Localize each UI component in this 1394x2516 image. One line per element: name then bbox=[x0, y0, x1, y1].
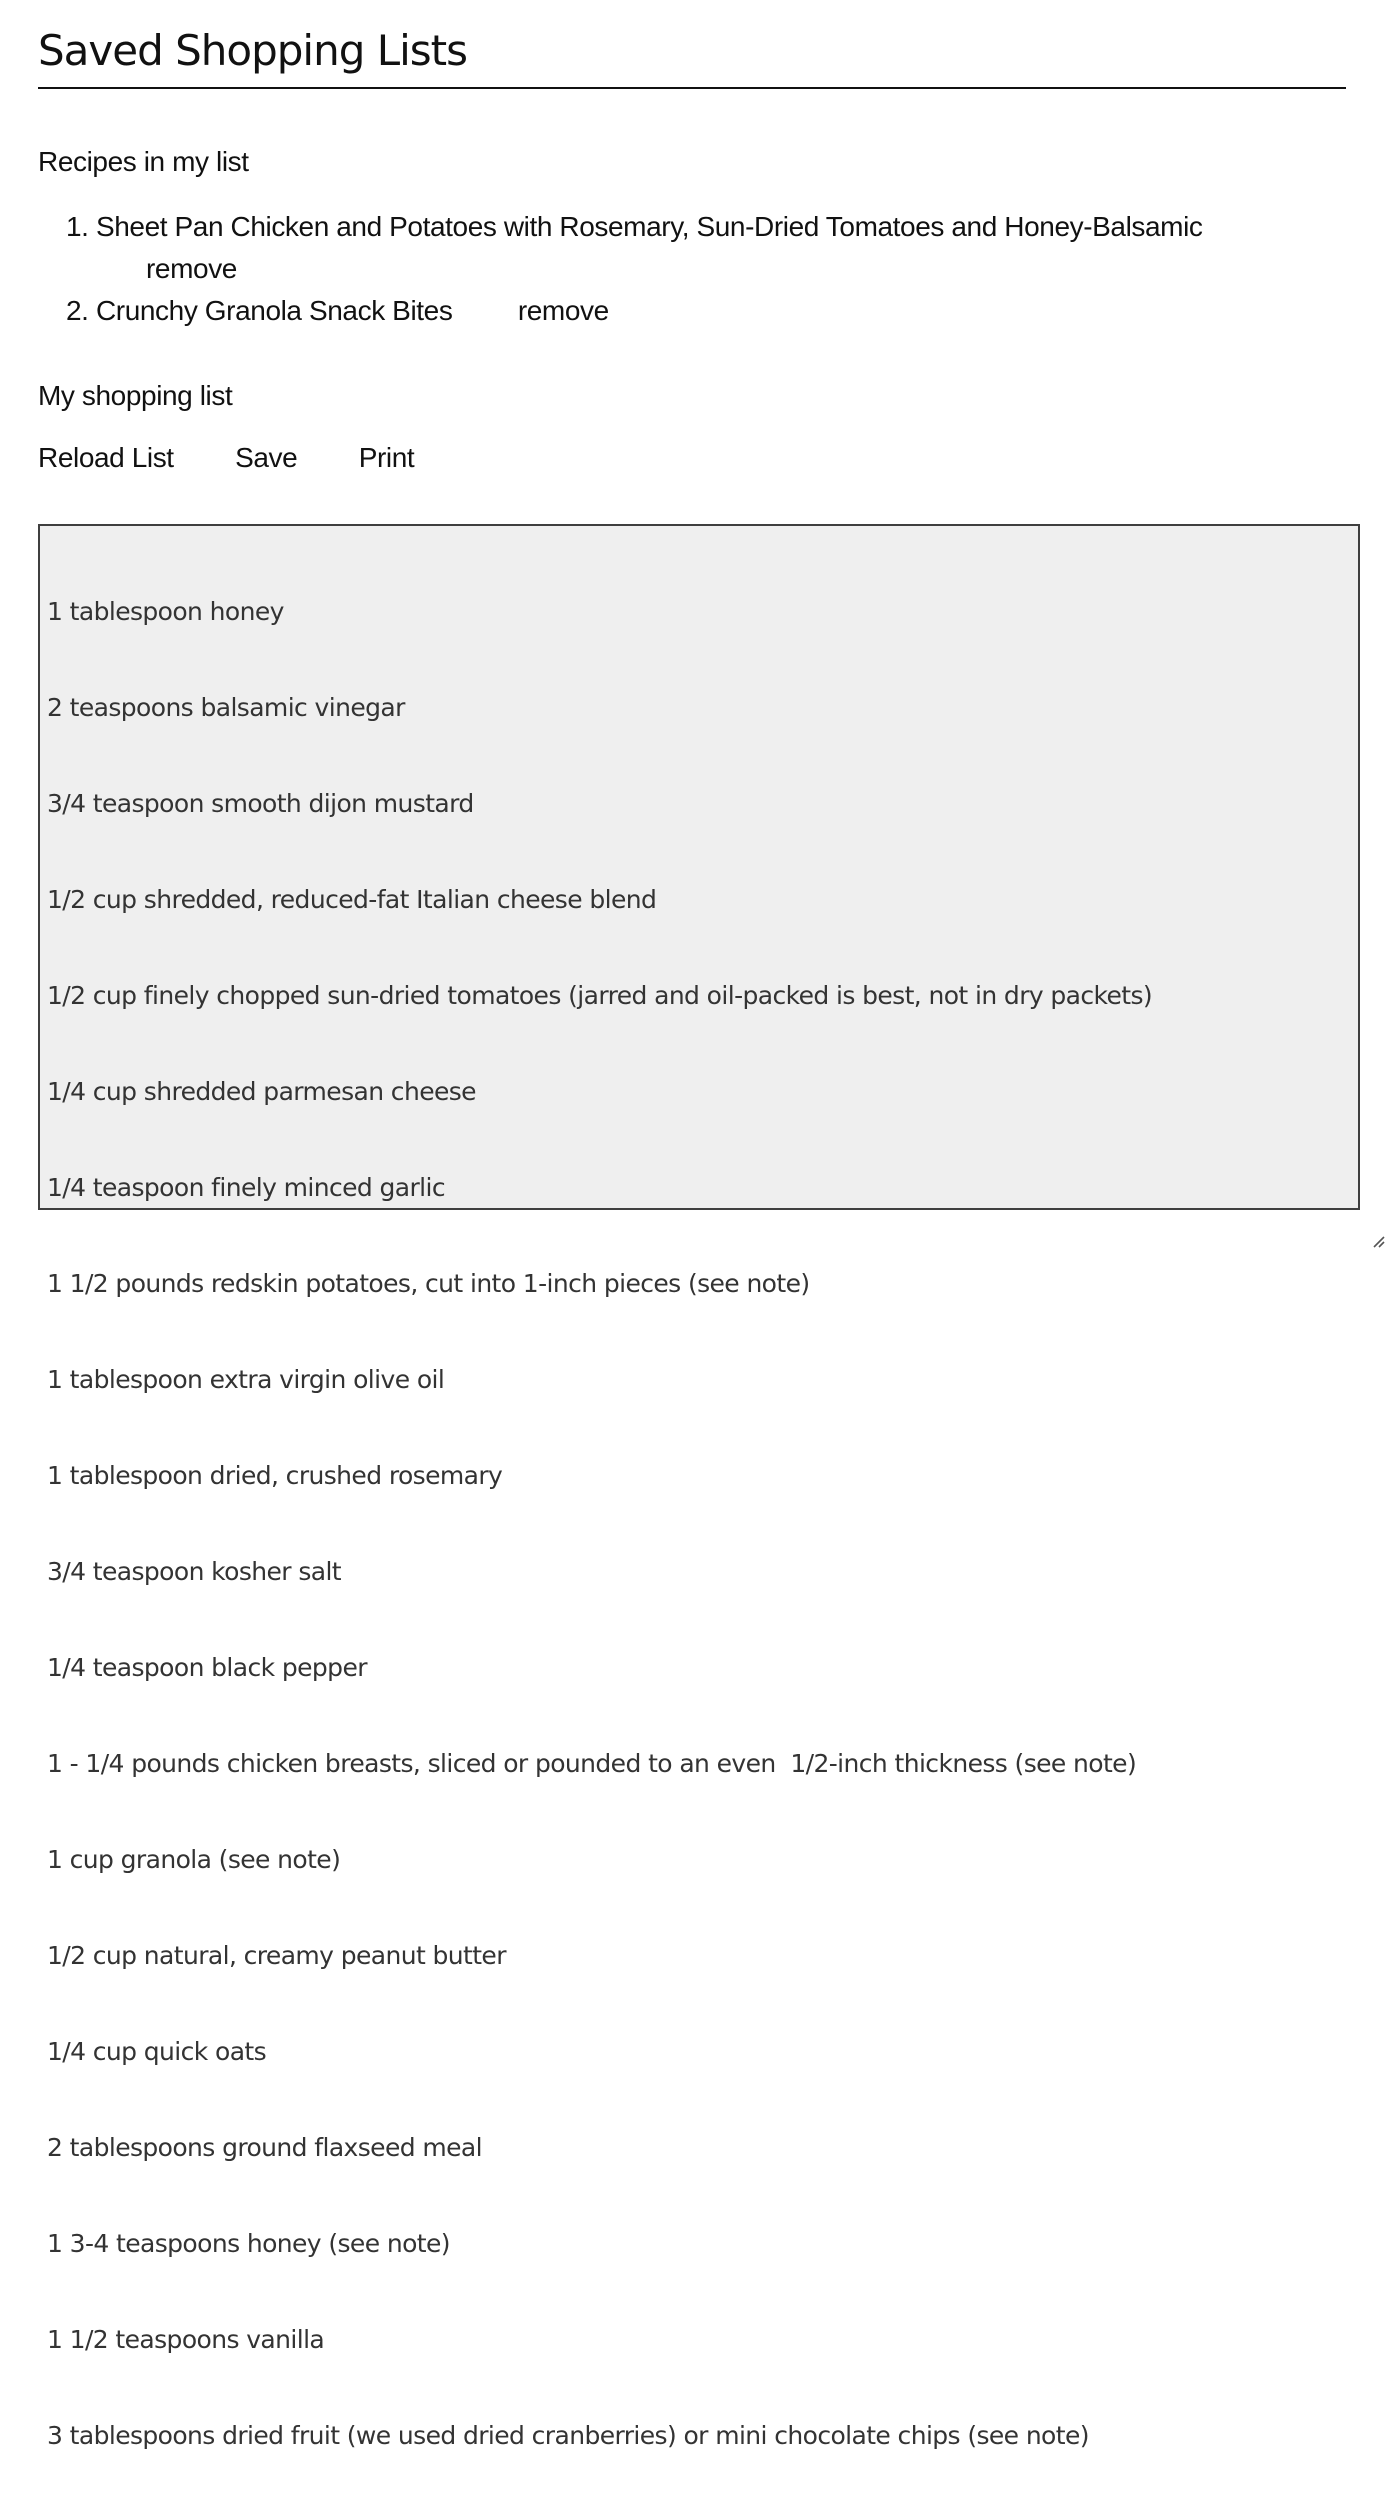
ingredient-line: 3/4 teaspoon kosher salt bbox=[47, 1557, 342, 1586]
ingredient-line: 1 1/2 teaspoons vanilla bbox=[47, 2325, 325, 2354]
ingredient-line: 1/4 teaspoon black pepper bbox=[47, 1653, 367, 1682]
recipe-title: Crunchy Granola Snack Bites bbox=[95, 295, 453, 326]
ingredient-line: 3 tablespoons dried fruit (we used dried cranberries) or mini chocolate chips (see note) bbox=[47, 2421, 1089, 2450]
ingredient-line: 1 tablespoon extra virgin olive oil bbox=[47, 1365, 445, 1394]
shopping-list-textarea[interactable] bbox=[38, 524, 1360, 2450]
ingredient-line: 1 3-4 teaspoons honey (see note) bbox=[47, 2229, 450, 2258]
ingredient-line: 1/4 cup quick oats bbox=[47, 2037, 267, 2066]
ingredient-line: 1 cup granola (see note) bbox=[47, 1845, 341, 1874]
recipe-number: 1. bbox=[66, 211, 89, 242]
recipe-list-item bbox=[66, 206, 1203, 290]
shopping-list-actions bbox=[38, 440, 468, 476]
save-button[interactable]: Save bbox=[235, 442, 298, 473]
recipe-number: 2. bbox=[66, 295, 89, 326]
ingredient-line: 1 - 1/4 pounds chicken breasts, sliced or pounded to an even 1/2-inch thickness (see note) bbox=[47, 1749, 1137, 1778]
ingredient-line: 3/4 teaspoon smooth dijon mustard bbox=[47, 789, 474, 818]
recipe-title: Sheet Pan Chicken and Potatoes with Rosemary, Sun-Dried Tomatoes and Honey-Balsamic bbox=[95, 211, 1203, 242]
ingredient-line: 1/2 cup finely chopped sun-dried tomatoes (jarred and oil-packed is best, not in dry packets) bbox=[47, 981, 1153, 1010]
ingredient-line: 1/2 cup shredded, reduced-fat Italian cheese blend bbox=[47, 885, 657, 914]
title-divider bbox=[38, 87, 1346, 89]
ingredient-line: 1 tablespoon dried, crushed rosemary bbox=[47, 1461, 503, 1490]
ingredient-line: 1 1/2 pounds redskin potatoes, cut into 1-inch pieces (see note) bbox=[47, 1269, 810, 1298]
recipes-heading: Recipes in my list bbox=[38, 146, 249, 177]
ingredient-line: 1/2 cup natural, creamy peanut butter bbox=[47, 1941, 506, 1970]
ingredient-line: 1 tablespoon honey bbox=[47, 597, 284, 626]
remove-recipe-link[interactable]: remove bbox=[146, 253, 237, 284]
page-title: Saved Shopping Lists bbox=[38, 26, 467, 75]
ingredient-line: 2 tablespoons ground flaxseed meal bbox=[47, 2133, 482, 2162]
ingredient-line: 1/4 teaspoon finely minced garlic bbox=[47, 1173, 446, 1202]
recipe-list bbox=[66, 206, 1203, 332]
shopping-list-heading: My shopping list bbox=[38, 380, 233, 411]
remove-recipe-link[interactable]: remove bbox=[517, 295, 609, 326]
reload-list-button[interactable]: Reload List bbox=[38, 442, 174, 473]
recipe-list-item bbox=[66, 290, 1203, 332]
ingredient-line: 2 teaspoons balsamic vinegar bbox=[47, 693, 405, 722]
ingredient-line: 1/4 cup shredded parmesan cheese bbox=[47, 1077, 476, 1106]
resize-grip-icon[interactable] bbox=[1342, 1192, 1356, 1206]
print-button[interactable]: Print bbox=[358, 442, 415, 473]
